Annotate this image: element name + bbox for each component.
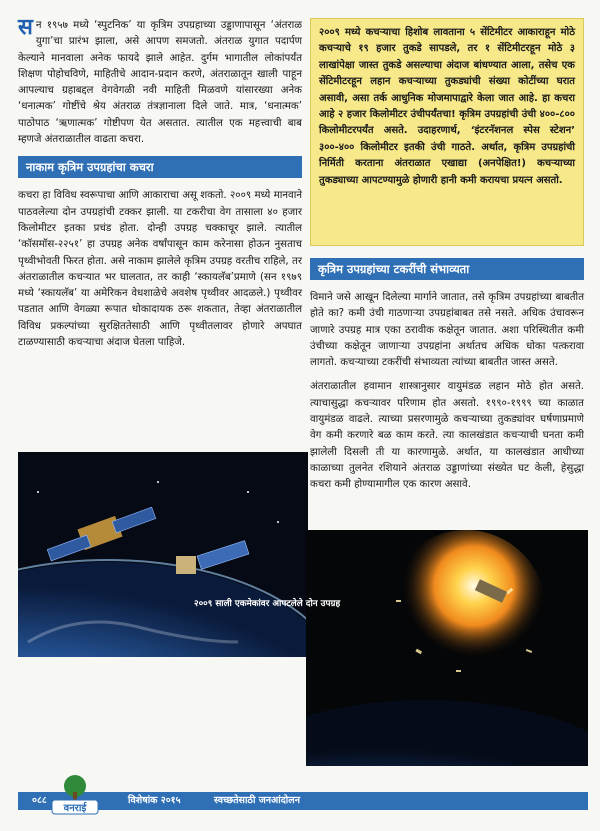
page-footer bbox=[18, 792, 588, 810]
collision-explosion-image bbox=[306, 530, 588, 766]
issue-label: विशेषांक २०१५ bbox=[128, 795, 181, 806]
intro-paragraph bbox=[18, 15, 302, 148]
series-title: स्वच्छतेसाठी जनआंदोलन bbox=[214, 795, 300, 806]
left-column bbox=[18, 15, 302, 351]
image-caption: २००९ साली एकमेकांवर आपटलेले दोन उपग्रह bbox=[194, 599, 341, 609]
satellites-orbit-image bbox=[18, 452, 308, 657]
section-heading-defunct-satellites: नाकाम कृत्रिम उपग्रहांचा कचरा bbox=[18, 156, 302, 178]
page-number: ०८८ bbox=[32, 795, 47, 806]
defunct-satellites-paragraph: कचरा हा विविध स्वरूपाचा आणि आकाराचा असू शकतो. २००९ मध्ये मानवाने पाठवलेल्या दोन उपग्रहांची टक्कर झाली. या टकरीचा वेग तासाला ४० हजार किलोमीटर इतका प्रचंड होता. दोन्ही उपग्रह चक्काचूर झाले. त्यातील ‘कॉसमॉस-२२५१’ हा उपग्रह अनेक वर्षांपासून काम करेनासा होऊन नुसताच पृथ्वीभोवती फिरत होता. असे नाकाम झालेले कृत्रिम उपग्रह वरतीच राहिले, तर अंतराळातील कचऱ्यात भर घालतात, तर काही ‘स्कायलॅब’प्रमाणे (सन १९७९ मध्ये ‘स्कायलॅब’ या अमेरिकन वेधशाळेचे अवशेष पृथ्वीवर आदळले.) पृथ्वीवर पडतात आणि वेगळ्या रूपात धोकादायक ठरू शकतात, तेव्हा अंतराळातील विविध प्रकल्पांच्या सुरक्षिततेसाठी आणि पृथ्वीतलावर होणारे अपघात टाळण्यासाठी कचऱ्याचा अंदाज घेतला पाहिजे. bbox=[18, 190, 302, 349]
satellites-illustration bbox=[18, 452, 308, 657]
collision-paragraph-2: अंतराळातील हवामान शास्त्रानुसार वायुमंडळ लहान मोठे होत असते. त्याचासुद्धा कचऱ्यावर परिणाम होत असतो. १९९०-१९९९ च्या काळात वायुमंडळ वाढले. त्याच्या प्रसरणामुळे कचऱ्याच्या तुकड्यांवर घर्षणाप्रमाणे वेग कमी करणारे बळ काम करते. त्या कालखंडात कचऱ्याची घनता कमी झालेली दिसली ती या कारणामुळे. अर्थात, या कालखंडात आधीच्या काळाच्या तुलनेत रशियाने अंतराळ उड्डाणांच्या संख्येत घट केली, हेसुद्धा कचरा कमी होण्यामागील एक कारण असावे. bbox=[310, 381, 584, 491]
logo-text: वनराई bbox=[63, 803, 87, 814]
collision-paragraph-1: विमाने जसे आखून दिलेल्या मार्गाने जातात, तसे कृत्रिम उपग्रहांच्या बाबतीत होते का? कमी उंची गाठणाऱ्या उपग्रहांबाबत तसे नसते. अधिक उंचावरून जाणारे उपग्रह मात्र एका ठरावीक कक्षेतून जातात. अशा परिस्थितीत कमी उंचीच्या कक्षेतून जाणाऱ्या उपग्रहांना अर्थातच अधिक धोका पत्करावा लागतो. कचऱ्याच्या टकरींची संभाव्यता त्यांच्या बाबतीत जास्त असते. bbox=[310, 292, 584, 369]
vanrai-logo bbox=[50, 772, 100, 816]
right-column bbox=[310, 18, 584, 494]
section-heading-collision-probability: कृत्रिम उपग्रहांच्या टकरींची संभाव्यता bbox=[310, 258, 584, 280]
drop-cap: स bbox=[18, 15, 33, 40]
intro-text: न १९५७ मध्ये ‘स्पुटनिक’ या कृत्रिम उपग्रहाच्या उड्डाणापासून ‘अंतराळ युगा’चा प्रारंभ झाला, असे आपण समजतो. अंतराळ युगात पदार्पण केल्याने मानवाला अनेक फायदे झाले आहेत. दुर्गम भागातील लोकांपर्यंत शिक्षण पोहोचविणे, माहितीचे आदान-प्रदान करणे, अंतराळातून खाली पाहून आपल्याच ग्रहाबद्दल वेगवेगळी नवी माहिती मिळवणे यांसारख्या अनेक ‘धनात्मक’ गोष्टींचे श्रेय अंतराळ तंत्रज्ञानाला दिले जाते. मात्र, ‘धनात्मक’ पाठोपाठ ‘ऋणात्मक’ गोष्टीपण येत असतात. त्यातील एक महत्त्वाची बाब म्हणजे अंतराळातील वाढता कचरा. bbox=[18, 20, 302, 146]
collision-illustration bbox=[306, 530, 588, 766]
statistics-callout-box: २००९ मध्ये कचऱ्याचा हिशोब लावताना ५ सेंटिमीटर आकाराहून मोठे कचऱ्याचे १९ हजार तुकडे सापडले, तर १ सेंटिमीटरहून मोठे ३ लाखांपेक्षा जास्त तुकडे असल्याचा अंदाज बांधण्यात आला, तसेच एक सेंटिमीटरहून लहान कचऱ्याच्या तुकड्यांची संख्या कोटींच्या घरात असावी, असा तर्क आधुनिक मोजमापाद्वारे केला जात आहे. हा कचरा आहे २ हजार किलोमीटर उंचीपर्यंतचा! कृत्रिम उपग्रहांची उंची ४००-८०० किलोमीटरपर्यंत असते. उदाहरणार्थ, ‘इंटरनॅशनल स्पेस स्टेशन’ ३००-४०० किलोमीटर इतकी उंची गाठते. अर्थात, कृत्रिम उपग्रहांची निर्मिती करताना अंतराळात एखाद्या (अनपेक्षित!) कचऱ्याच्या तुकड्याच्या आपटण्यामुळे होणारी हानी कमी करायचा प्रयत्न असतो. bbox=[310, 18, 584, 246]
